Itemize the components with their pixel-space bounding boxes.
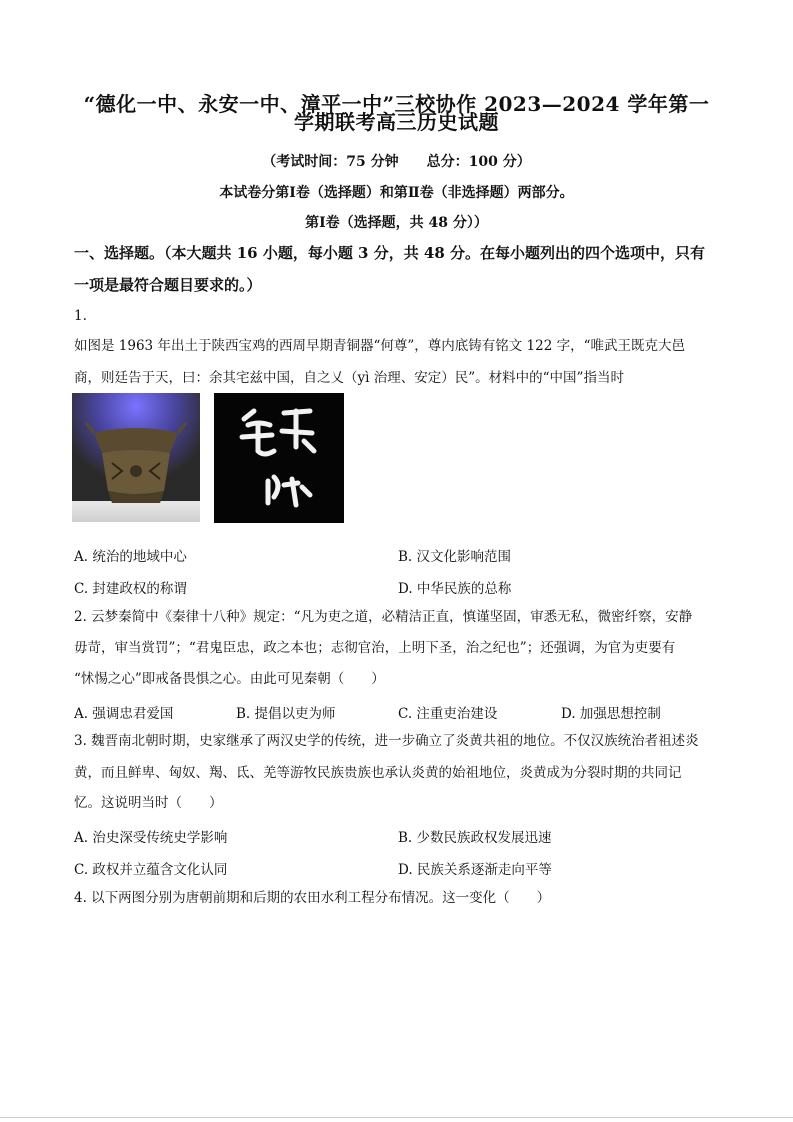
bronze-vessel-photo xyxy=(72,393,200,522)
q1-option-c[interactable]: C. 封建政权的称谓 xyxy=(74,581,187,597)
question-2-line: “怵惕之心”即戒备畏惧之心。由此可见秦朝（ ） xyxy=(74,671,385,687)
question-3-line: 黄，而且鲜卑、匈奴、羯、氐、羌等游牧民族贵族也承认炎黄的始祖地位，炎黄成为分裂时期的共同记 xyxy=(74,765,682,781)
q2-option-a[interactable]: A. 强调忠君爱国 xyxy=(74,706,174,722)
q2-option-d[interactable]: D. 加强思想控制 xyxy=(561,706,661,722)
q2-option-b[interactable]: B. 提倡以吏为师 xyxy=(236,706,336,722)
question-3-line: 3. 魏晋南北朝时期，史家继承了两汉史学的传统，进一步确立了炎黄共祖的地位。不仅汉族统治者祖述炎 xyxy=(74,733,699,749)
inscription-characters xyxy=(214,393,344,523)
question-1-line: 商，则廷告于天，曰：余其宅兹中国，自之乂（yì 治理、安定）民”。材料中的“中国”指当时 xyxy=(74,370,624,386)
exam-title-line1: “德化一中、永安一中、漳平一中”三校协作 2023—2024 学年第一 xyxy=(83,92,710,116)
question-1-line: 如图是 1963 年出土于陕西宝鸡的西周早期青铜器“何尊”，尊内底铸有铭文 122 字，“唯武王既克大邑 xyxy=(74,338,685,354)
inscription-photo xyxy=(214,393,344,523)
bronze-vessel-illustration xyxy=(72,393,200,522)
q3-option-d[interactable]: D. 民族关系逐渐走向平等 xyxy=(398,862,552,878)
page-bottom-divider xyxy=(0,1117,793,1118)
q3-option-b[interactable]: B. 少数民族政权发展迅速 xyxy=(398,830,552,846)
section-heading-line2: 一项是最符合题目要求的。） xyxy=(74,276,262,294)
question-4-line: 4. 以下两图分别为唐朝前期和后期的农田水利工程分布情况。这一变化（ ） xyxy=(74,890,551,906)
question-1-number: 1. xyxy=(74,308,87,324)
q1-option-d[interactable]: D. 中华民族的总称 xyxy=(398,581,512,597)
q1-option-b[interactable]: B. 汉文化影响范围 xyxy=(398,549,512,565)
q3-option-c[interactable]: C. 政权并立蕴含文化认同 xyxy=(74,862,228,878)
question-2-line: 毋苛，审当赏罚”；“君鬼臣忠，政之本也；志彻官治，上明下圣，治之纪也”；还强调，为官为吏要有 xyxy=(74,640,676,656)
q3-option-a[interactable]: A. 治史深受传统史学影响 xyxy=(74,830,228,846)
paper-parts: 本试卷分第Ⅰ卷（选择题）和第Ⅱ卷（非选择题）两部分。 xyxy=(219,185,574,201)
part1-heading: 第Ⅰ卷（选择题，共 48 分）） xyxy=(305,215,488,231)
exam-title-line2: 学期联考高三历史试题 xyxy=(294,110,499,134)
section-heading-line1: 一、选择题。（本大题共 16 小题，每小题 3 分，共 48 分。在每小题列出的四个选项中，只有 xyxy=(74,244,706,262)
question-3-line: 忆。这说明当时（ ） xyxy=(74,795,223,811)
exam-info: （考试时间：75 分钟 总分：100 分） xyxy=(262,154,531,170)
q1-option-a[interactable]: A. 统治的地域中心 xyxy=(74,549,187,565)
q2-option-c[interactable]: C. 注重吏治建设 xyxy=(398,706,498,722)
question-2-line: 2. 云梦秦简中《秦律十八种》规定：“凡为吏之道，必精洁正直，慎谨坚固，审悉无私，微密纤察，安静 xyxy=(74,609,693,625)
